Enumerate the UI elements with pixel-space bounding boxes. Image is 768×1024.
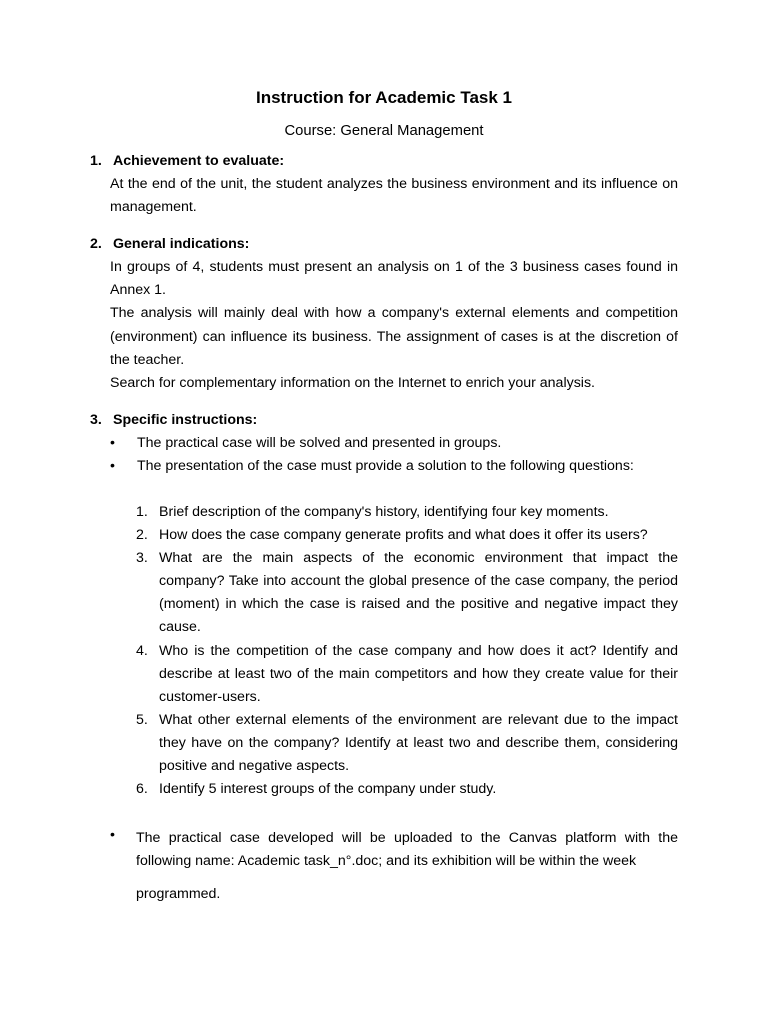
bullet-icon: • <box>110 827 115 843</box>
question-item <box>136 547 678 639</box>
section-3-number: 3. <box>90 412 102 428</box>
final-bullet <box>110 827 678 902</box>
section-2-number: 2. <box>90 236 102 252</box>
question-item <box>136 709 678 778</box>
section-3-heading <box>90 412 257 428</box>
question-text: How does the case company generate profits and what does it offer its users? <box>159 527 648 544</box>
section-2-body <box>110 256 678 395</box>
document-title: Instruction for Academic Task 1 <box>255 88 512 107</box>
section-2-paragraph-3: Search for complementary information on the Internet to enrich your analysis. <box>110 375 595 392</box>
section-2-heading <box>90 236 249 252</box>
bullet-text: The practical case will be solved and presented in groups. <box>137 435 502 451</box>
section-2-paragraph-2: The analysis will mainly deal with how a company's external elements and competition (environment) can influence its business. The assignment of cases is at the discretion of the teacher. <box>110 305 678 368</box>
question-text: Who is the competition of the case company and how does it act? Identify and describe at least two of the main competitors and how they create value for their customer-users. <box>159 642 678 705</box>
question-text: Identify 5 interest groups of the company under study. <box>159 781 497 798</box>
question-text: What other external elements of the environment are relevant due to the impact they have on the company? Identify at least two and describe them, considering positive and negative aspects. <box>159 711 678 775</box>
section-1-heading <box>90 153 284 169</box>
question-text: What are the main aspects of the economic environment that impact the company? Take into account the global presence of the case company, the period (moment) in which the case is raised and the positive and negative impact they cause. <box>159 550 678 636</box>
final-bullet-tail: programmed. <box>136 886 221 902</box>
section-1-title: Achievement to evaluate: <box>113 153 285 169</box>
question-list <box>136 501 678 801</box>
section-1-number: 1. <box>90 153 102 169</box>
question-text: Brief description of the company's history, identifying four key moments. <box>159 504 609 520</box>
bullet-text: The presentation of the case must provide a solution to the following questions: <box>137 458 634 474</box>
course-subtitle: Course: General Management <box>284 123 484 139</box>
section-2-title: General indications: <box>113 236 250 252</box>
section-1-paragraph: At the end of the unit, the student analyzes the business environment and its influence on management. <box>110 176 678 216</box>
question-number: 5. <box>136 711 148 728</box>
question-item <box>136 524 678 547</box>
question-number: 6. <box>136 781 148 798</box>
section-2-paragraph-1: In groups of 4, students must present an analysis on 1 of the 3 business cases found in Annex 1. <box>110 259 678 299</box>
question-number: 1. <box>136 504 148 520</box>
bullet-icon: • <box>110 458 115 474</box>
question-number: 2. <box>136 527 148 544</box>
question-item <box>136 640 678 709</box>
question-item <box>136 501 678 524</box>
question-number: 4. <box>136 642 148 659</box>
section-3-title: Specific instructions: <box>113 412 258 428</box>
question-number: 3. <box>136 550 148 567</box>
final-bullet-text: The practical case developed will be uploaded to the Canvas platform with the following name: Academic task_n°.doc; and its exhibition will be within the week <box>136 830 678 869</box>
bullet-icon: • <box>110 435 115 451</box>
question-item <box>136 778 678 801</box>
